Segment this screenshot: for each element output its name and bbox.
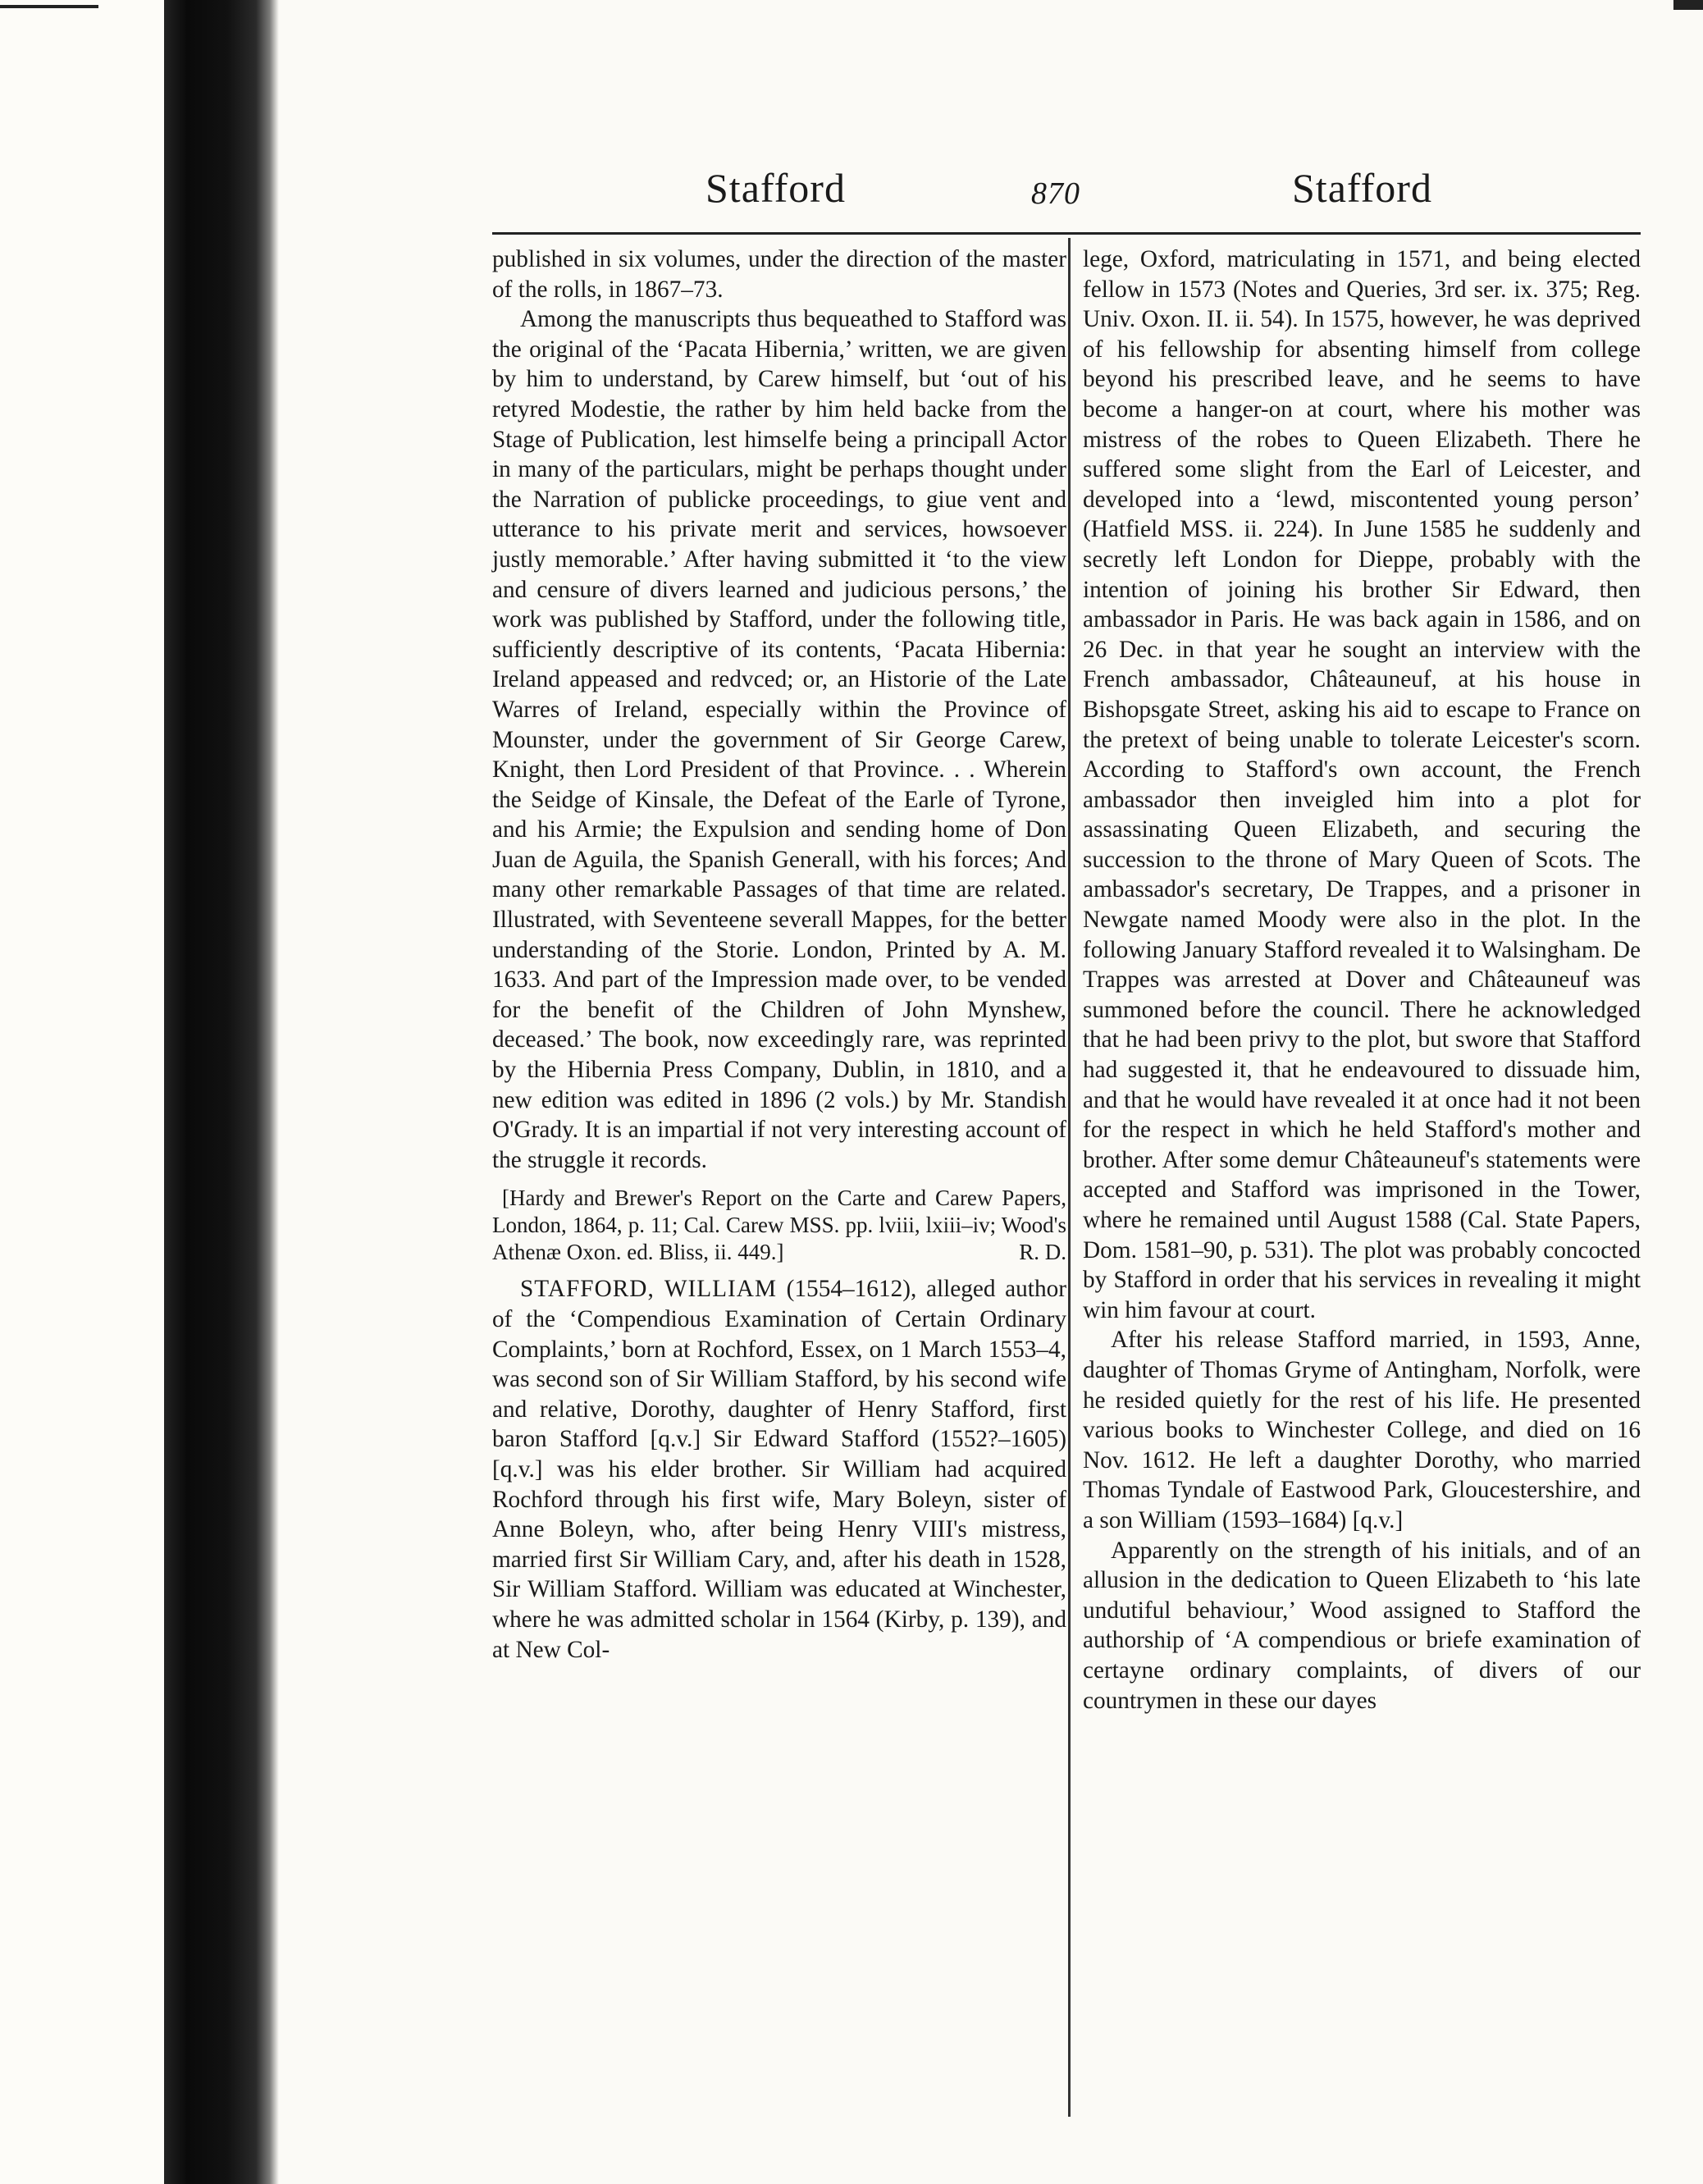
references-text: [Hardy and Brewer's Report on the Carte and Carew Papers, London, 1864, p. 11; Cal. Carew MSS. pp. lviii, lxiii–iv; Wood's Athenæ Oxon. ed. Bliss, ii. 449.] bbox=[492, 1186, 1066, 1265]
paragraph: Apparently on the strength of his initials, and of an allusion in the dedication to Queen Elizabeth to ‘his late undutiful behaviour,’ Wood assigned to Stafford the authorship of ‘A compendious or briefe examination of certayne ordinary complaints, of divers of our countrymen in these our dayes bbox=[1083, 1537, 1641, 1714]
right-column bbox=[1083, 244, 1641, 1716]
scan-binding-shadow bbox=[164, 0, 279, 2184]
running-head-left: Stafford bbox=[705, 165, 846, 211]
column-rule bbox=[1068, 238, 1071, 2117]
scan-margin bbox=[0, 0, 164, 2184]
entry-paragraph bbox=[492, 1274, 1066, 1665]
left-column bbox=[492, 244, 1066, 1665]
scan-mark-left bbox=[0, 5, 98, 8]
author-signature: R. D. bbox=[1019, 1240, 1066, 1265]
paragraph: After his release Stafford married, in 1593, Anne, daughter of Thomas Gryme of Antingham, Norfolk, were he resided quietly for the rest of his life. He presented various books to Winchester College, and died on 16 Nov. 1612. He left a daughter Dorothy, who married Thomas Tyndale of Eastwood Park, Gloucestershire, and a son William (1593–1684) [q.v.] bbox=[1083, 1327, 1641, 1533]
scan-mark-right bbox=[1673, 0, 1703, 10]
entry-heading: STAFFORD, WILLIAM bbox=[520, 1276, 778, 1303]
paragraph: lege, Oxford, matriculating in 1571, and being elected fellow in 1573 (Notes and Queries, 3rd ser. ix. 375; Reg. Univ. Oxon. II. ii. 54). In 1575, however, he was deprived of his fellowship for absenting himself from college beyond his prescribed leave, and he seems to have become a hanger-on at court, where his mother was mistress of the robes to Queen Elizabeth. There he suffered some slight from the Earl of Leicester, and developed into a ‘lewd, miscontented young person’ (Hatfield MSS. ii. 224). In June 1585 he suddenly and secretly left London for Dieppe, probably with the intention of joining his brother Sir Edward, then ambassador in Paris. He was back again in 1586, and on 26 Dec. in that year he sought an interview with the French ambassador, Châteauneuf, at his house in Bishopsgate Street, asking his aid to escape to France on the pretext of being unable to tolerate Leicester's scorn. According to Stafford's own account, the French ambassador then inveigled him into a plot for assassinating Queen Elizabeth, and securing the succession to the throne of Mary Queen of Scots. The ambassador's secretary, De Trappes, and a prisoner in Newgate named Moody were also in the plot. In the following January Stafford revealed it to Walsingham. De Trappes was arrested at Dover and Châteauneuf was summoned before the council. There he acknowledged that he had been privy to the plot, but swore that Stafford had suggested it, that he endeavoured to dissuade him, and that he would have revealed it at once had it not been for the respect in which he held Stafford's mother and brother. After some demur Châteauneuf's statements were accepted and Stafford was imprisoned in the Tower, where he remained until August 1588 (Cal. State Papers, Dom. 1581–90, p. 531). The plot was probably concocted by Stafford in order that his services in revealing it might win him favour at court. bbox=[1083, 246, 1641, 1323]
paragraph: Among the manuscripts thus bequeathed to Stafford was the original of the ‘Pacata Hibernia,’ written, we are given by him to understand, by Carew himself, but ‘out of his retyred Modestie, the rather by him held backe from the Stage of Publication, lest himselfe being a principall Actor in many of the particulars, might be perhaps thought under the Narration of publicke proceedings, to giue vent and utterance to his private merit and services, howsoever justly memorable.’ After having submitted it ‘to the view and censure of divers learned and judicious persons,’ the work was published by Stafford, under the following title, sufficiently descriptive of its contents, ‘Pacata Hibernia: Ireland appeased and redvced; or, an Historie of the Late Warres of Ireland, especially within the Province of Mounster, under the government of Sir George Carew, Knight, then Lord President of that Province. . . Wherein the Seidge of Kinsale, the Defeat of the Earle of Tyrone, and his Armie; the Expulsion and sending home of Don Juan de Aguila, the Spanish Generall, with his forces; And many other remarkable Passages of that time are related. Illustrated, with Seventeene severall Mappes, for the better understanding of the Storie. London, Printed by A. M. 1633. And part of the Impression made over, to be vended for the benefit of the Children of John Mynshew, deceased.’ The book, now exceedingly rare, was reprinted by the Hibernia Press Company, Dublin, in 1810, and a new edition was edited in 1896 (2 vols.) by Mr. Standish O'Grady. It is an impartial if not very interesting account of the struggle it records. bbox=[492, 306, 1066, 1173]
running-head-right: Stafford bbox=[1292, 165, 1432, 211]
references bbox=[492, 1185, 1066, 1266]
paragraph: published in six volumes, under the direction of the master of the rolls, in 1867–73. bbox=[492, 246, 1066, 303]
entry-text: (1554–1612), alleged author of the ‘Compendious Examination of Certain Ordinary Complaints,’ born at Rochford, Essex, on 1 March 1553–4, was second son of Sir William Stafford, by his second wife and relative, Dorothy, daughter of Henry Stafford, first baron Stafford [q.v.] Sir Edward Stafford (1552?–1605) [q.v.] was his elder brother. Sir William had acquired Rochford through his first wife, Mary Boleyn, sister of Anne Boleyn, who, after being Henry VIII's mistress, married first Sir William Cary, and, after his death in 1528, Sir William Stafford. William was educated at Winchester, where he was admitted scholar in 1564 (Kirby, p. 139), and at New Col- bbox=[492, 1276, 1066, 1663]
header-rule bbox=[492, 232, 1641, 235]
page-number: 870 bbox=[1031, 176, 1080, 211]
